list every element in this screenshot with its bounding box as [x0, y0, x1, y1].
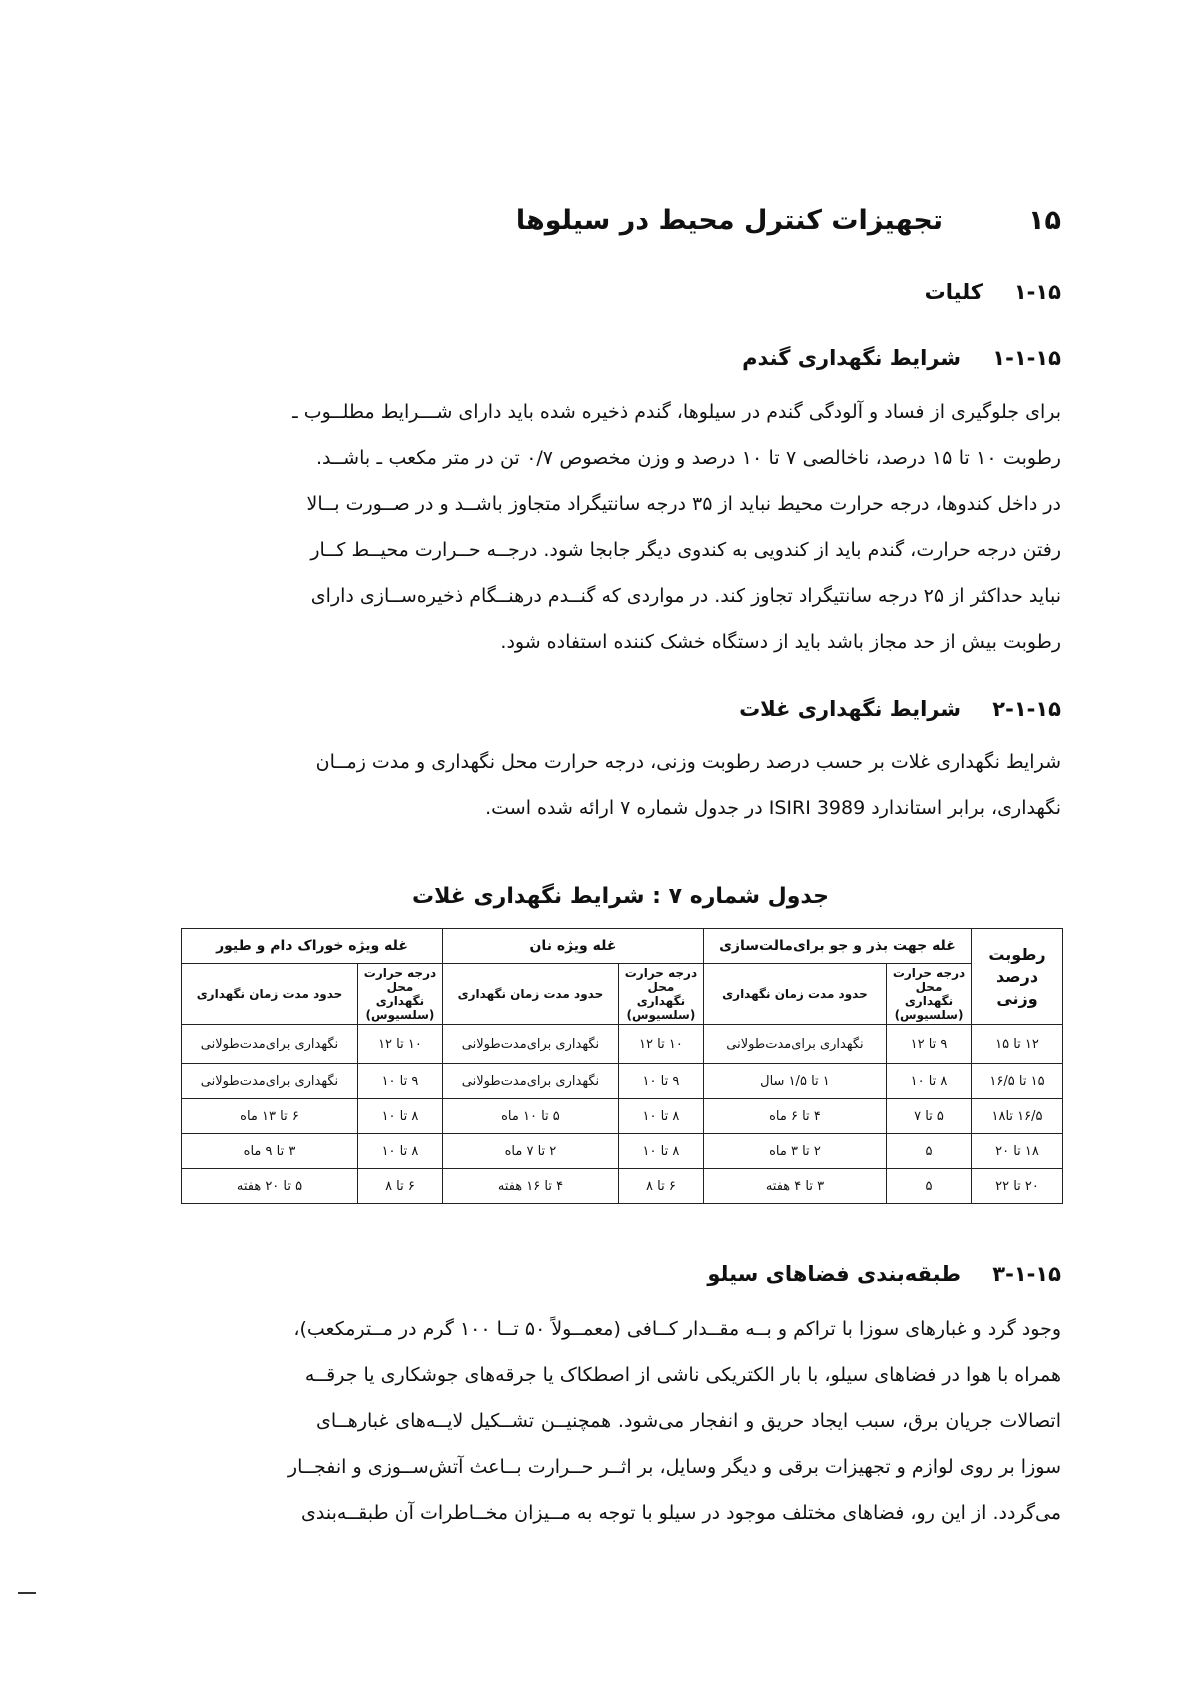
table-cell: ۲ تا ۷ ماه — [442, 1134, 618, 1169]
section-number: ۱-۱۵ — [1013, 280, 1061, 304]
moisture-cell: ۲۰ تا ۲۲ — [972, 1169, 1063, 1204]
table-title: جدول شماره ۷ : شرایط نگهداری غلات — [412, 884, 829, 909]
temperature-header: درجه حرارت محل نگهداری (سلسیوس) — [357, 964, 442, 1025]
moisture-cell: ۱۶/۵ تا۱۸ — [972, 1099, 1063, 1134]
table-cell: نگهداری برای‌مدت‌طولانی — [182, 1064, 358, 1099]
table-cell: ۴ تا ۱۶ هفته — [442, 1169, 618, 1204]
moisture-header: رطوبت درصد وزنی — [972, 929, 1063, 1025]
section-heading-grain — [150, 697, 1061, 721]
paragraph-wheat — [292, 389, 1061, 665]
duration-header: حدود مدت زمان نگهداری — [182, 964, 358, 1025]
section-heading-wheat — [150, 346, 1061, 370]
table-cell: ۵ تا ۱۰ ماه — [442, 1099, 618, 1134]
table-cell: ۸ تا ۱۰ — [618, 1099, 703, 1134]
section-number: ۲-۱-۱۵ — [992, 697, 1061, 721]
paragraph-line: نباید حداکثر از ۲۵ درجه سانتیگراد تجاوز کند. در مواردی که گنــدم درهنــگام ذخیره‌ســازی دارای — [310, 585, 1061, 607]
paragraph-line: اتصالات جریان برق، سبب ایجاد حریق و انفجار می‌شود. همچنیــن تشــکیل لایــه‌های غبارهــای — [316, 1410, 1061, 1432]
table-cell: ۴ تا ۶ ماه — [703, 1099, 886, 1134]
paragraph-line: می‌گردد. از این رو، فضاهای مختلف موجود در سیلو با توجه به مــیزان مخــاطرات آن طبقــه‌بندی — [301, 1502, 1061, 1524]
grain-storage-table — [181, 928, 1063, 1204]
paragraph-line: برای جلوگیری از فساد و آلودگی گندم در سیلوها، گندم ذخیره شده باید دارای شـــرایط مطلــوب ـ — [292, 401, 1061, 423]
table-cell: ۱۰ تا ۱۲ — [357, 1025, 442, 1064]
table-row — [182, 1169, 1063, 1204]
table-cell: ۹ تا ۱۰ — [357, 1064, 442, 1099]
section-title: شرایط نگهداری گندم — [742, 346, 961, 370]
paragraph-line: همراه با هوا در فضاهای سیلو، با بار الکتریکی ناشی از اصطکاک یا جرقه‌های جوشکاری یا جرقــه — [304, 1364, 1061, 1386]
table-cell: ۶ تا ۱۳ ماه — [182, 1099, 358, 1134]
table-cell: ۸ تا ۱۰ — [887, 1064, 972, 1099]
group-header-seed: غله جهت بذر و جو برای‌مالت‌سازی — [703, 929, 971, 964]
group-header-feed: غله ویژه خوراک دام و طیور — [182, 929, 443, 964]
paragraph-line: شرایط نگهداری غلات بر حسب درصد رطوبت وزنی، درجه حرارت محل نگهداری و مدت زمــان — [315, 751, 1061, 773]
temperature-header: درجه حرارت محل نگهداری (سلسیوس) — [618, 964, 703, 1025]
table-cell: ۵ تا ۷ — [887, 1099, 972, 1134]
table-cell: ۲ تا ۳ ماه — [703, 1134, 886, 1169]
chapter-heading — [150, 205, 1061, 236]
table-cell: نگهداری برای‌مدت‌طولانی — [442, 1064, 618, 1099]
chapter-number: ۱۵ — [1028, 205, 1061, 236]
table-cell: ۵ تا ۲۰ هفته — [182, 1169, 358, 1204]
table-cell: ۹ تا ۱۲ — [887, 1025, 972, 1064]
table-cell: ۵ — [887, 1169, 972, 1204]
table-cell: ۶ تا ۸ — [618, 1169, 703, 1204]
paragraph-line: رفتن درجه حرارت، گندم باید از کندویی به کندوی دیگر جابجا شود. درجــه حــرارت محیــط کــار — [310, 539, 1061, 561]
section-title: کلیات — [924, 280, 983, 304]
paragraph-line: در داخل کندوها، درجه حرارت محیط نباید از ۳۵ درجه سانتیگراد متجاوز باشــد و در صــورت بــالا — [306, 493, 1061, 515]
table-cell: ۹ تا ۱۰ — [618, 1064, 703, 1099]
table-cell: ۳ تا ۹ ماه — [182, 1134, 358, 1169]
table-row — [182, 1064, 1063, 1099]
table-cell: ۸ تا ۱۰ — [357, 1099, 442, 1134]
section-heading-general — [150, 280, 1061, 304]
paragraph-grain — [316, 739, 1061, 831]
table-cell: نگهداری برای‌مدت‌طولانی — [182, 1025, 358, 1064]
section-title: طبقه‌بندی فضاهای سیلو — [707, 1262, 961, 1286]
section-number: ۱-۱-۱۵ — [992, 346, 1061, 370]
moisture-cell: ۱۲ تا ۱۵ — [972, 1025, 1063, 1064]
paragraph-line: رطوبت بیش از حد مجاز باشد باید از دستگاه خشک کننده استفاده شود. — [500, 631, 1061, 653]
table-row — [182, 1134, 1063, 1169]
table-cell: نگهداری برای‌مدت‌طولانی — [703, 1025, 886, 1064]
table-cell: نگهداری برای‌مدت‌طولانی — [442, 1025, 618, 1064]
moisture-cell: ۱۵ تا ۱۶/۵ — [972, 1064, 1063, 1099]
table-row — [182, 1025, 1063, 1064]
paragraph-line: رطوبت ۱۰ تا ۱۵ درصد، ناخالصی ۷ تا ۱۰ درصد و وزن مخصوص ۰/۷ تن در متر مکعب ـ باشــد. — [316, 447, 1061, 469]
paragraph-silo — [287, 1306, 1061, 1536]
table-cell: ۶ تا ۸ — [357, 1169, 442, 1204]
paragraph-line: نگهداری، برابر استاندارد ISIRI 3989 در جدول شماره ۷ ارائه شده است. — [485, 797, 1061, 819]
table-row — [182, 1099, 1063, 1134]
duration-header: حدود مدت زمان نگهداری — [442, 964, 618, 1025]
table-cell: ۳ تا ۴ هفته — [703, 1169, 886, 1204]
table-cell: ۵ — [887, 1134, 972, 1169]
section-heading-silo — [150, 1262, 1061, 1286]
table-cell: ۱ تا ۱/۵ سال — [703, 1064, 886, 1099]
table-cell: ۸ تا ۱۰ — [357, 1134, 442, 1169]
section-title: شرایط نگهداری غلات — [739, 697, 961, 721]
margin-mark — [18, 1592, 36, 1594]
paragraph-line: وجود گرد و غبارهای سوزا با تراکم و بــه مقــدار کــافی (معمــولاً ۵۰ تــا ۱۰۰ گرم در مــترمکعب)، — [293, 1318, 1061, 1340]
temperature-header: درجه حرارت محل نگهداری (سلسیوس) — [887, 964, 972, 1025]
table-cell: ۸ تا ۱۰ — [618, 1134, 703, 1169]
group-header-bread: غله ویژه نان — [442, 929, 703, 964]
duration-header: حدود مدت زمان نگهداری — [703, 964, 886, 1025]
moisture-cell: ۱۸ تا ۲۰ — [972, 1134, 1063, 1169]
paragraph-line: سوزا بر روی لوازم و تجهیزات برقی و دیگر وسایل، بر اثــر حــرارت بــاعث آتش‌ســوزی و انفجــار — [287, 1456, 1061, 1478]
chapter-title: تجهیزات کنترل محیط در سیلوها — [515, 205, 943, 236]
table-cell: ۱۰ تا ۱۲ — [618, 1025, 703, 1064]
section-number: ۳-۱-۱۵ — [992, 1262, 1061, 1286]
